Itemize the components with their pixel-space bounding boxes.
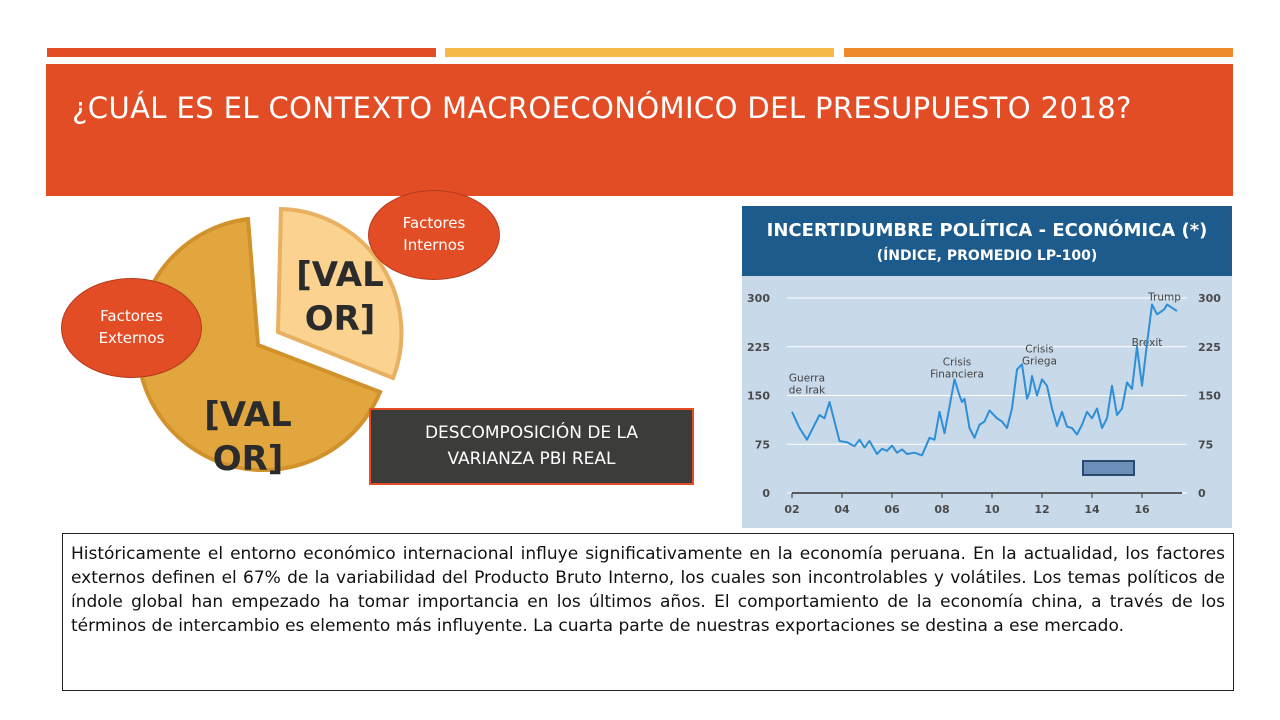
chart-subtitle: (ÍNDICE, PROMEDIO LP-100) [876, 248, 1098, 264]
pie-label-externos-line2: OR] [212, 439, 284, 479]
pie-caption-line1: DESCOMPOSICIÓN DE LA [424, 423, 639, 443]
callout-factores-internos [368, 190, 500, 280]
pie-label-externos-line1: [VAL [204, 395, 292, 435]
body-text-box [62, 533, 1234, 691]
body-paragraph: Históricamente el entorno económico internacional influye significativamente en la economía peruana. En la actualidad, los factores externos definen el 67% de la variabilidad del Producto Bruto Interno, los cuales son incontrolables y volátiles. Los temas políticos de índole global han empezado ha tomar importancia en los últimos años. El comportamiento de la economía china, a través de los términos de intercambio es elemento más influyente. La cuarta parte de nuestras exportaciones se destina a ese mercado. [71, 544, 1225, 637]
x-tick-label: 10 [984, 503, 1000, 516]
chart-scrollbar-marker [1083, 461, 1134, 475]
chart-annotation: Trump [1148, 291, 1181, 304]
y-tick-label-left: 225 [747, 340, 770, 354]
y-tick-label-left: 150 [747, 389, 770, 403]
x-tick-label: 08 [934, 503, 950, 516]
chart-annotation: Griega [1022, 355, 1057, 368]
chart-annotation: de Irak [788, 384, 826, 397]
callout-externos-line2: Externos [98, 329, 165, 347]
x-tick-label: 12 [1034, 503, 1050, 516]
chart-annotation: Guerra [788, 372, 826, 385]
x-tick-label: 14 [1084, 503, 1100, 516]
chart-title-band [742, 206, 1232, 276]
pie-caption-line2: VARIANZA PBI REAL [447, 448, 616, 469]
chart-title: INCERTIDUMBRE POLÍTICA - ECONÓMICA (*) [766, 220, 1208, 241]
y-tick-label-left: 75 [754, 438, 770, 452]
pie-label-internos-line2: OR] [304, 299, 376, 339]
y-tick-label-right: 0 [1198, 487, 1206, 500]
slide-title: ¿CUÁL ES EL CONTEXTO MACROECONÓMICO DEL PRESUPUESTO 2018? [72, 91, 1132, 125]
uncertainty-line-chart [742, 206, 1232, 528]
callout-factores-externos [61, 278, 202, 378]
x-tick-label: 06 [884, 503, 900, 516]
chart-annotation: Financiera [930, 368, 984, 381]
x-tick-label: 16 [1134, 503, 1150, 516]
pie-label-internos-line1: [VAL [296, 255, 384, 295]
y-tick-label-left: 0 [762, 487, 770, 500]
x-tick-label: 04 [834, 503, 850, 516]
y-tick-label-right: 75 [1198, 438, 1214, 452]
y-tick-label-right: 150 [1198, 389, 1221, 403]
chart-annotation: Brexit [1131, 337, 1163, 349]
callout-externos-line1: Factores [100, 307, 163, 326]
callout-internos-line1: Factores [402, 214, 466, 233]
chart-annotation: Crisis [1025, 343, 1054, 356]
y-tick-label-right: 300 [1198, 292, 1221, 305]
chart-annotation: Crisis [942, 356, 972, 369]
y-tick-label-left: 300 [747, 292, 770, 305]
accent-bar-orange [844, 48, 1233, 57]
callout-internos-line2: Internos [403, 236, 465, 254]
y-tick-label-right: 225 [1198, 340, 1221, 354]
pie-caption-box [369, 408, 694, 485]
x-tick-label: 02 [784, 503, 800, 516]
